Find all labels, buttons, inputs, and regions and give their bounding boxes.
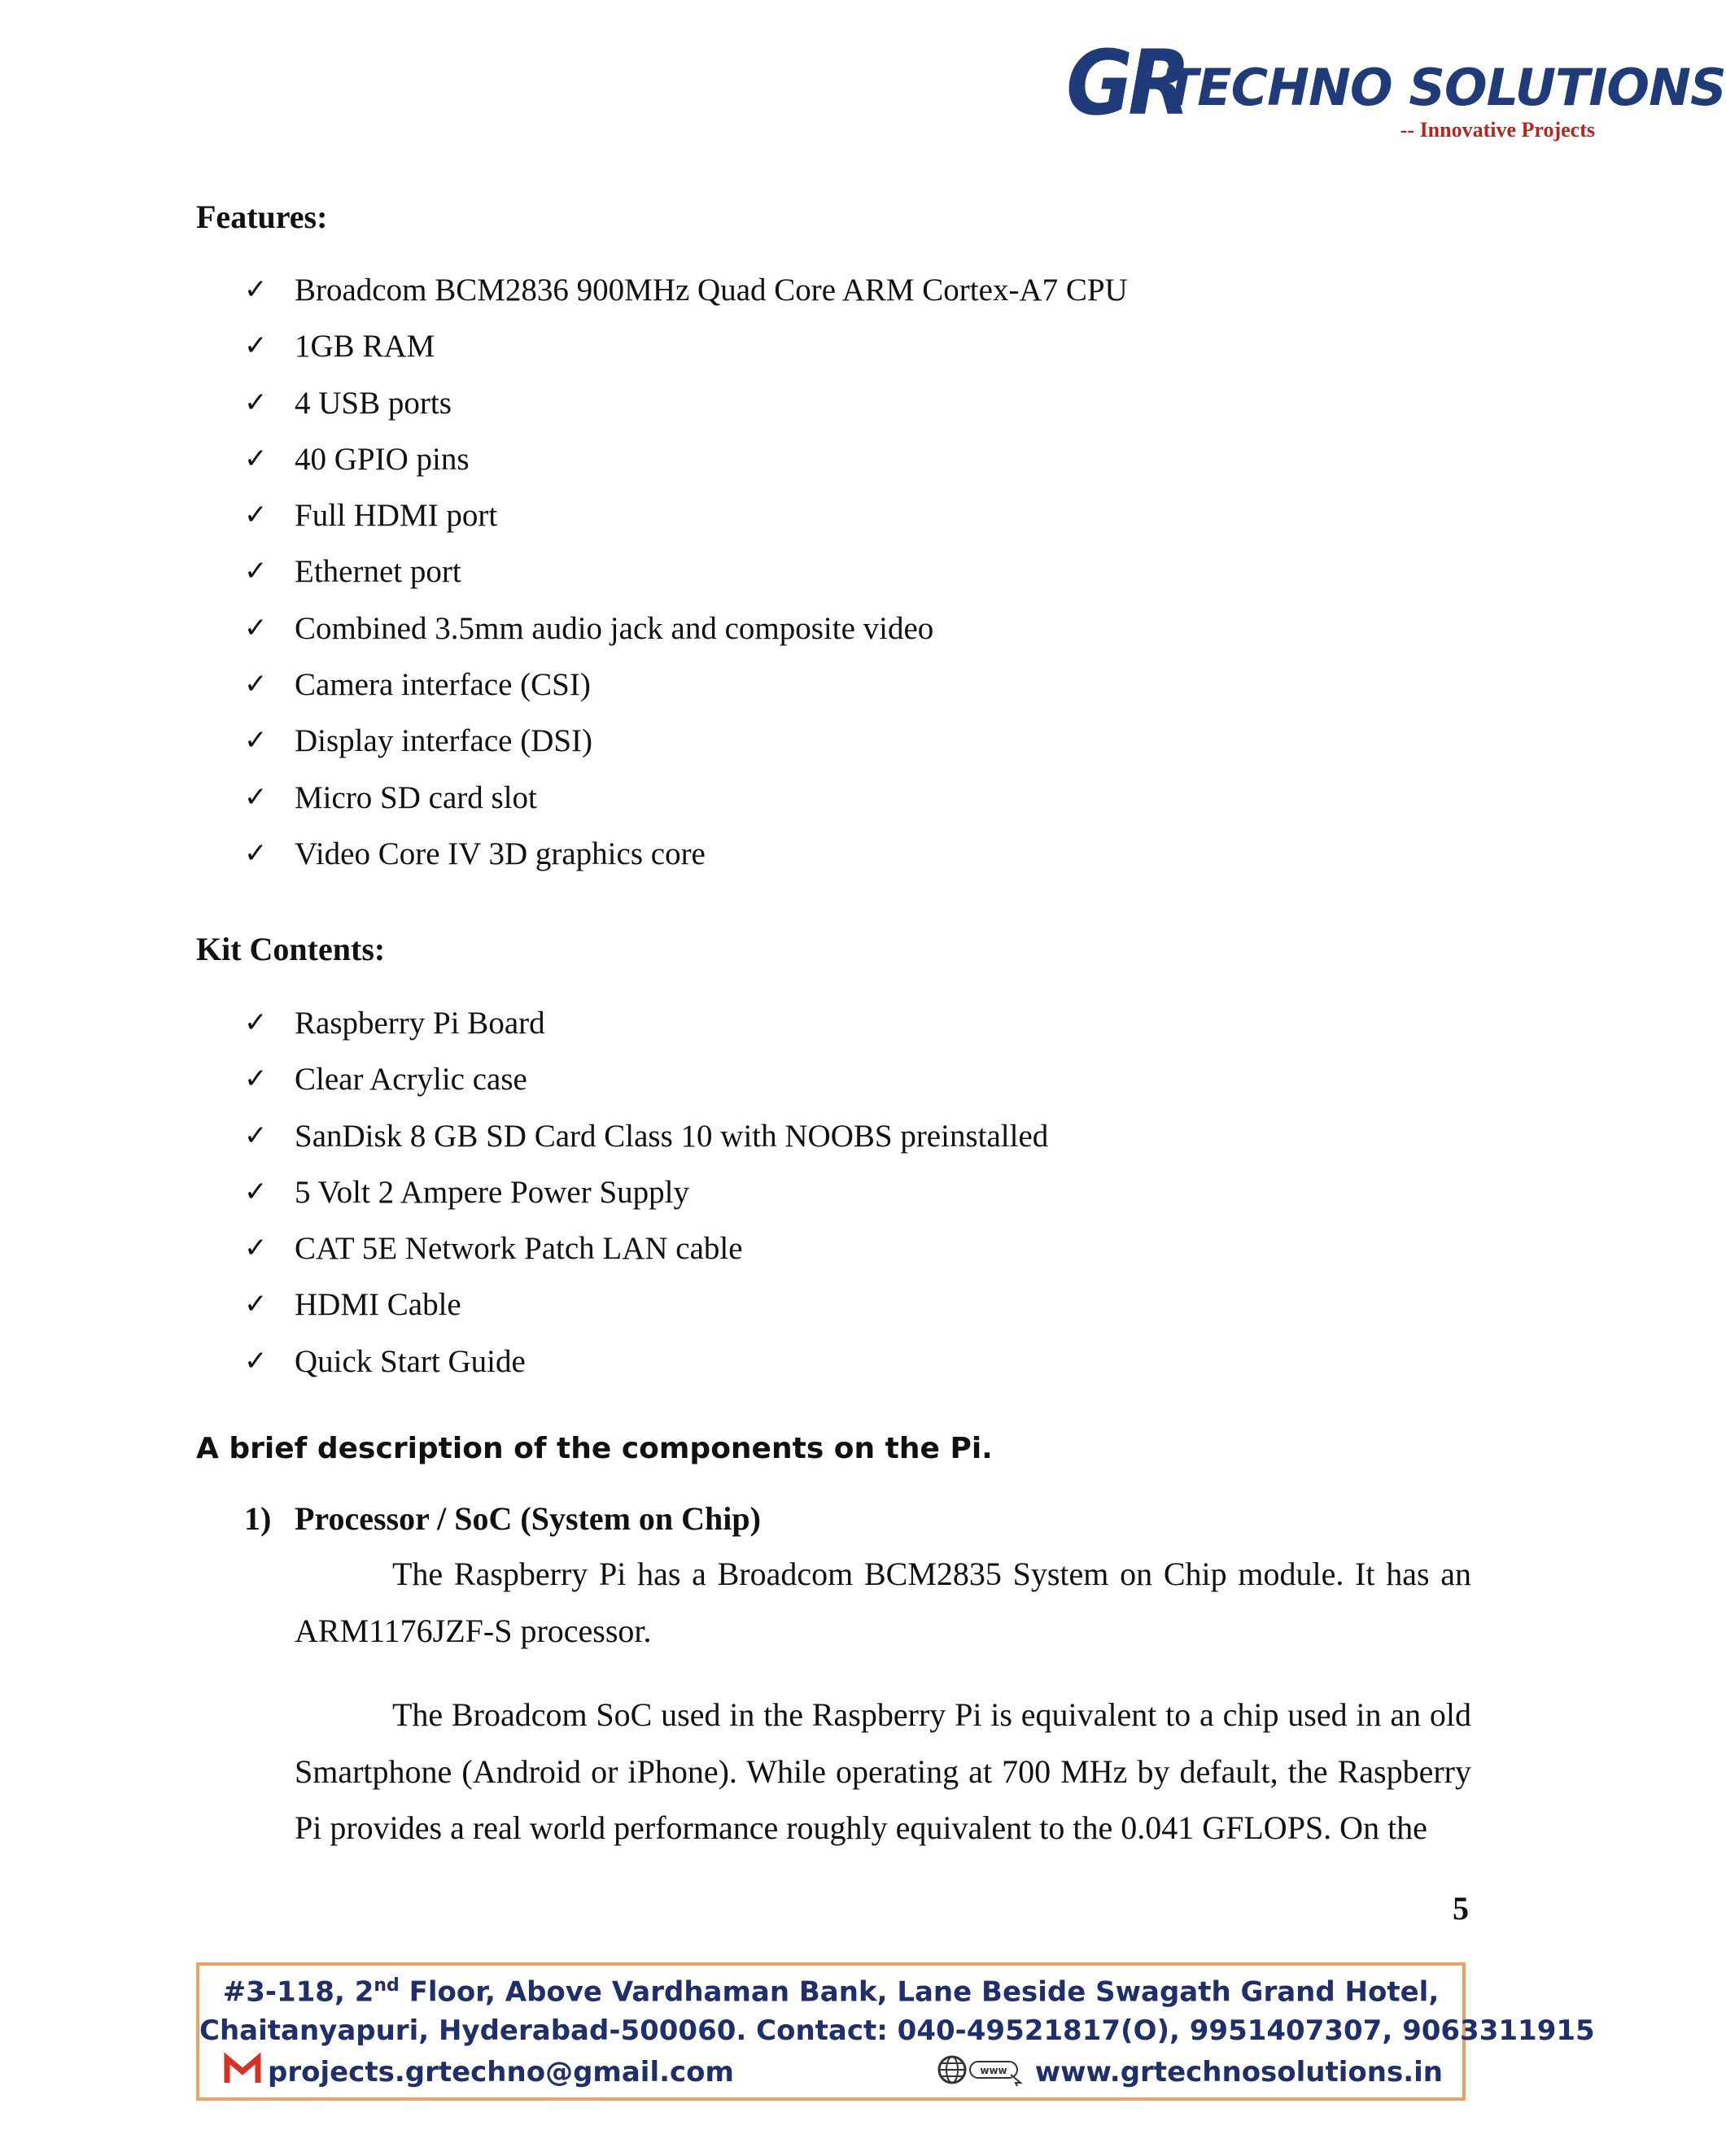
checkmark-icon: ✓ bbox=[244, 386, 268, 419]
checkmark-icon: ✓ bbox=[244, 1063, 268, 1096]
description-heading: A brief description of the components on the Pi. bbox=[196, 1432, 993, 1465]
footer-email[interactable] bbox=[224, 2053, 734, 2088]
logo-company-name: TECHNO SOLUTIONS bbox=[1164, 58, 1726, 117]
website-url[interactable]: www.grtechnosolutions.in bbox=[1034, 2056, 1443, 2088]
logo-tagline: -- Innovative Projects bbox=[1400, 118, 1595, 142]
contact-footer bbox=[196, 1962, 1595, 2101]
logo-mark: GR bbox=[1066, 30, 1186, 136]
checkmark-icon: ✓ bbox=[244, 1006, 268, 1039]
gmail-icon bbox=[224, 2053, 261, 2086]
email-address[interactable]: projects.grtechno@gmail.com bbox=[268, 2056, 734, 2088]
subsection-title: Processor / SoC (System on Chip) bbox=[295, 1500, 761, 1537]
checkmark-icon: ✓ bbox=[244, 330, 268, 363]
globe-icon bbox=[936, 2053, 1025, 2086]
subsection-heading bbox=[244, 1499, 761, 1538]
checkmark-icon: ✓ bbox=[244, 499, 268, 532]
kit-contents-heading: Kit Contents: bbox=[196, 931, 386, 967]
features-heading: Features: bbox=[196, 199, 328, 235]
page-number: 5 bbox=[1453, 1890, 1469, 1927]
checkmark-icon: ✓ bbox=[244, 1175, 268, 1208]
checkmark-icon: ✓ bbox=[244, 668, 268, 701]
checkmark-icon: ✓ bbox=[244, 442, 268, 475]
checkmark-icon: ✓ bbox=[244, 273, 268, 306]
paragraph: The Broadcom SoC used in the Raspberry Pi is equivalent to a chip used in an old Smartphone (Android or iPhone). While operating at 700 MHz by default, the Raspberry Pi provides a real world performance roughly equivalent to the 0.041 GFLOPS. On the bbox=[295, 1696, 1471, 1846]
subsection-number: 1) bbox=[244, 1500, 272, 1537]
footer-address-line2: Chaitanyapuri, Hyderabad-500060. Contact: 040-49521817(O), 9951407307, 9063311915 bbox=[199, 2014, 1595, 2047]
checkmark-icon: ✓ bbox=[244, 724, 268, 757]
checkmark-icon: ✓ bbox=[244, 836, 268, 870]
checkmark-icon: ✓ bbox=[244, 780, 268, 814]
footer-website[interactable] bbox=[936, 2053, 1443, 2088]
footer-address-line1: #3-118, 2nd Floor, Above Vardhaman Bank, Lane Beside Swagath Grand Hotel, bbox=[222, 1975, 1440, 2009]
checkmark-icon: ✓ bbox=[244, 611, 268, 644]
checkmark-icon: ✓ bbox=[244, 1344, 268, 1377]
checkmark-icon: ✓ bbox=[244, 1232, 268, 1265]
paragraph: The Raspberry Pi has a Broadcom BCM2835 System on Chip module. It has an ARM1176JZF-S processor. bbox=[295, 1556, 1471, 1649]
checkmark-icon: ✓ bbox=[244, 1119, 268, 1152]
checkmark-icon: ✓ bbox=[244, 1288, 268, 1321]
web-icon-label: www bbox=[980, 2065, 1007, 2076]
checkmark-icon: ✓ bbox=[244, 555, 268, 588]
company-logo bbox=[1058, 30, 1726, 148]
